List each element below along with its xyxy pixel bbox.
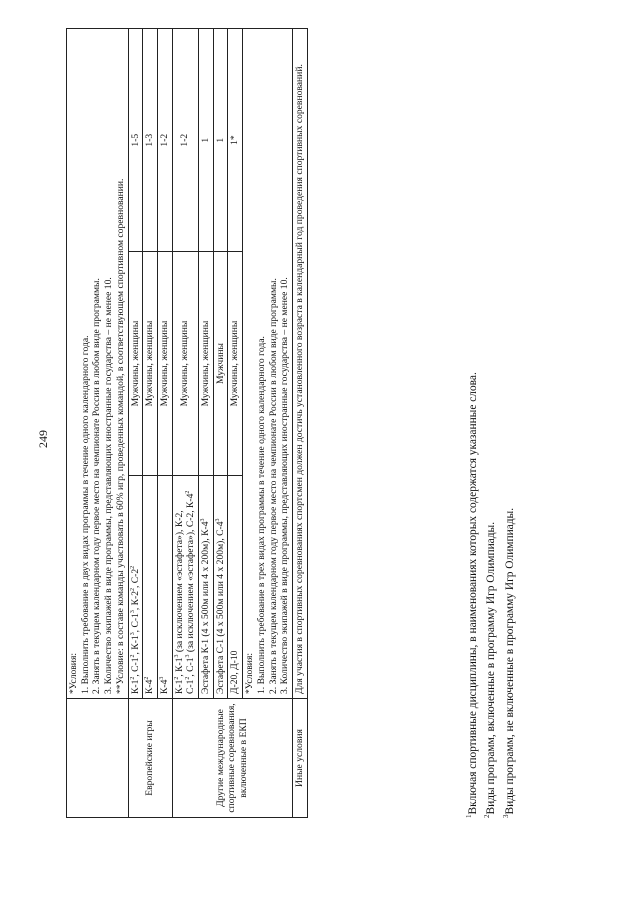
sport-cell: Эстафета К-1 (4 х 500м или 4 х 200м), $К-4^3$ [199,475,214,698]
empty-category-cell [67,699,129,818]
sport-cell: $К-1^2$, $К-1^3$ (за исключением «эстафета»), К-2, $С-1^2$, $С-1^3$ (за исключением «эстафета»), С-2, $К-4^2$ [172,475,198,698]
sport-cell: Эстафета С-1 (4 х 500м или 4 х 200м), $С-4^3$ [213,475,228,698]
gender-cell: Мужчины, женщины [172,252,198,475]
condition-item: 2. Занять в текущем календарном году первое место на чемпионате России в любом виде программы. [91,278,103,694]
conditions-title: *Условия: [68,652,79,694]
team-condition: **Условие: в составе команды участвовать в 60% игр, проведенных командой, в соответствующем спортивном соревновании. [114,178,126,694]
footnote: $^3$Виды программ, не включенные в программу Игр Олимпиады. [502,507,516,818]
places-cell: 1-2 [157,29,172,252]
requirements-table [66,28,308,818]
gender-cell: Мужчины, женщины [157,252,172,475]
conditions-cell [67,29,129,699]
table-row [292,29,307,818]
places-cell: 1* [228,29,243,252]
gender-cell: Мужчины, женщины [199,252,214,475]
footnote: $^1$Включая спортивные дисциплины, в наименованиях которых содержатся указанные слова. [465,372,479,818]
condition-item: 1. Выполнить требование в двух видах программы в течение одного календарного года. [79,335,91,694]
sport-cell: Д-20, Д-10 [228,475,243,698]
condition-item: 2. Занять в текущем календарном году первое место на чемпионате России в любом виде программы. [267,278,279,694]
gender-cell: Мужчины, женщины [143,252,158,475]
gender-cell: Мужчины, женщины [128,252,143,475]
footnote: $^2$Виды программ, включенные в программу Игр Олимпиады. [483,521,498,818]
places-cell: 1-3 [143,29,158,252]
sport-cell: $К-4^3$ [157,475,172,698]
category-european-games: Европейские игры [128,699,172,818]
condition-item: 3. Количество экипажей в виде программы, представляющих иностранные государства – не менее 10. [279,277,291,694]
places-cell: 1 [213,29,228,252]
footnotes [464,28,519,818]
condition-item: 1. Выполнить требование в трех видах программы в течение одного календарного года. [255,336,267,694]
category-other-conditions: Иные условия [292,699,307,818]
gender-cell: Мужчины, женщины [228,252,243,475]
page-number: 249 [36,430,50,448]
gender-cell: Мужчины [213,252,228,475]
category-other-international: Другие международные спортивные соревнования, включенные в ЕКП [172,699,292,818]
condition-item: 3. Количество экипажей в виде программы, представляющих иностранные государства – не менее 10. [103,277,115,694]
places-cell: 1 [199,29,214,252]
table-row [128,29,143,818]
rotated-page-content [66,28,536,818]
conditions-title: *Условия: [244,652,256,694]
places-cell: 1-2 [172,29,198,252]
conditions-cell [243,29,293,699]
other-conditions-text: Для участия в спортивных соревнованиях спортсмен должен достичь установленного возраста в календарный год проведения спортивных соревнований. [292,29,307,699]
table-row [172,29,198,818]
sport-cell: $К-4^2$ [143,475,158,698]
sport-cell: $К-1^2$, $С-1^2$, $К-1^3$, $С-1^3$, $К-2^2$, $С-2^2$ [128,475,143,698]
places-cell: 1-5 [128,29,143,252]
table-row [67,29,129,818]
